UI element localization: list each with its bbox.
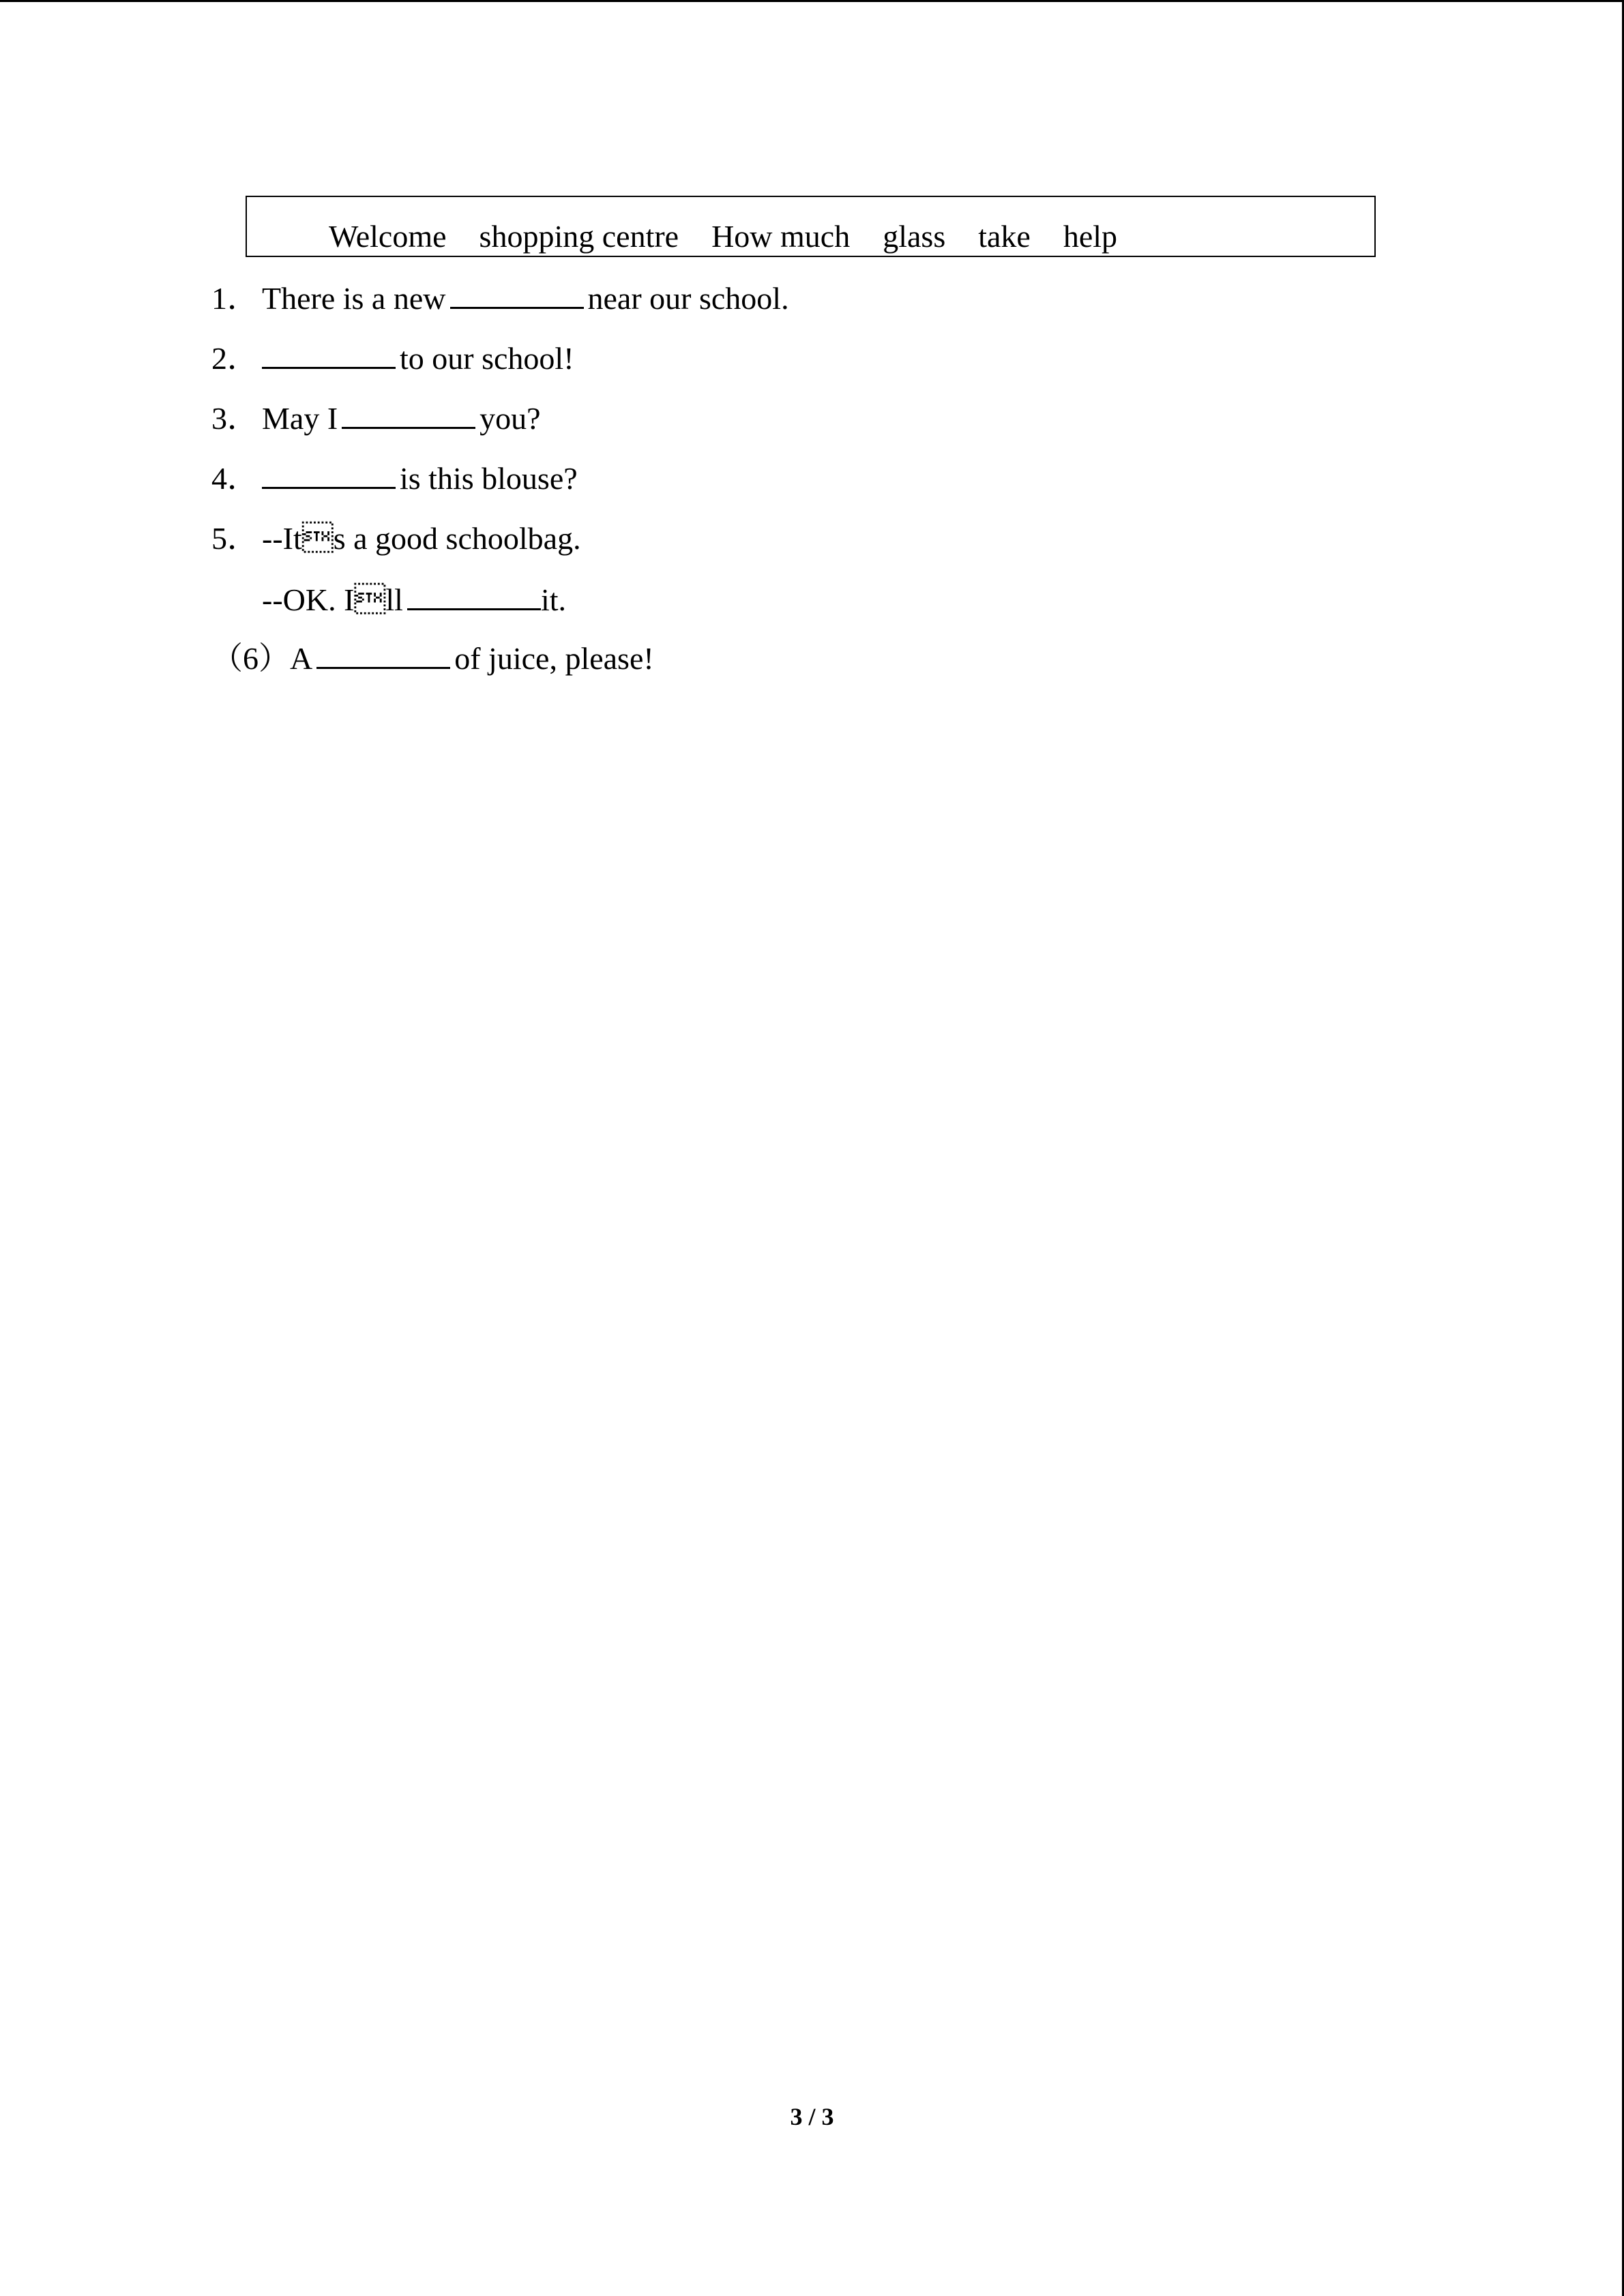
question-number: （6） [211, 641, 290, 676]
word-bank-list [329, 218, 1117, 256]
answer-blank[interactable] [450, 280, 584, 309]
answer-blank[interactable] [262, 460, 396, 489]
word-bank-item: take [978, 219, 1031, 254]
question-text: is this blouse? [400, 461, 578, 496]
question-5 [211, 520, 581, 558]
word-bank-item: help [1063, 219, 1118, 254]
question-text: --OK. Ill [262, 582, 403, 617]
question-4 [211, 460, 578, 498]
answer-blank[interactable] [342, 400, 475, 429]
question-number: 4． [211, 461, 259, 496]
question-number: 1． [211, 281, 259, 316]
answer-blank[interactable] [407, 581, 541, 610]
question-text: of juice, please! [454, 641, 654, 676]
question-5-reply [262, 581, 566, 619]
word-bank-item: How much [711, 219, 851, 254]
question-text: near our school. [587, 281, 789, 316]
question-number: 3． [211, 401, 259, 436]
question-1 [211, 280, 789, 318]
question-text: --Its a good schoolbag. [262, 521, 581, 556]
answer-blank[interactable] [316, 640, 450, 669]
question-text: to our school! [400, 341, 574, 376]
question-text: May I [262, 401, 338, 436]
question-text: A [290, 641, 313, 676]
word-bank-item: shopping centre [479, 219, 679, 254]
page-border [0, 0, 1624, 2]
word-bank-item: glass [883, 219, 946, 254]
word-bank-item: Welcome [329, 219, 447, 254]
word-bank-box [246, 196, 1376, 257]
question-text: There is a new [262, 281, 446, 316]
question-2 [211, 340, 574, 378]
question-text: it. [540, 582, 567, 617]
page-number: 3 / 3 [790, 2103, 834, 2130]
question-6 [211, 640, 654, 678]
answer-blank[interactable] [262, 340, 396, 369]
question-text: you? [479, 401, 541, 436]
question-number: 2． [211, 341, 259, 376]
question-number: 5． [211, 521, 259, 556]
question-3 [211, 400, 541, 438]
